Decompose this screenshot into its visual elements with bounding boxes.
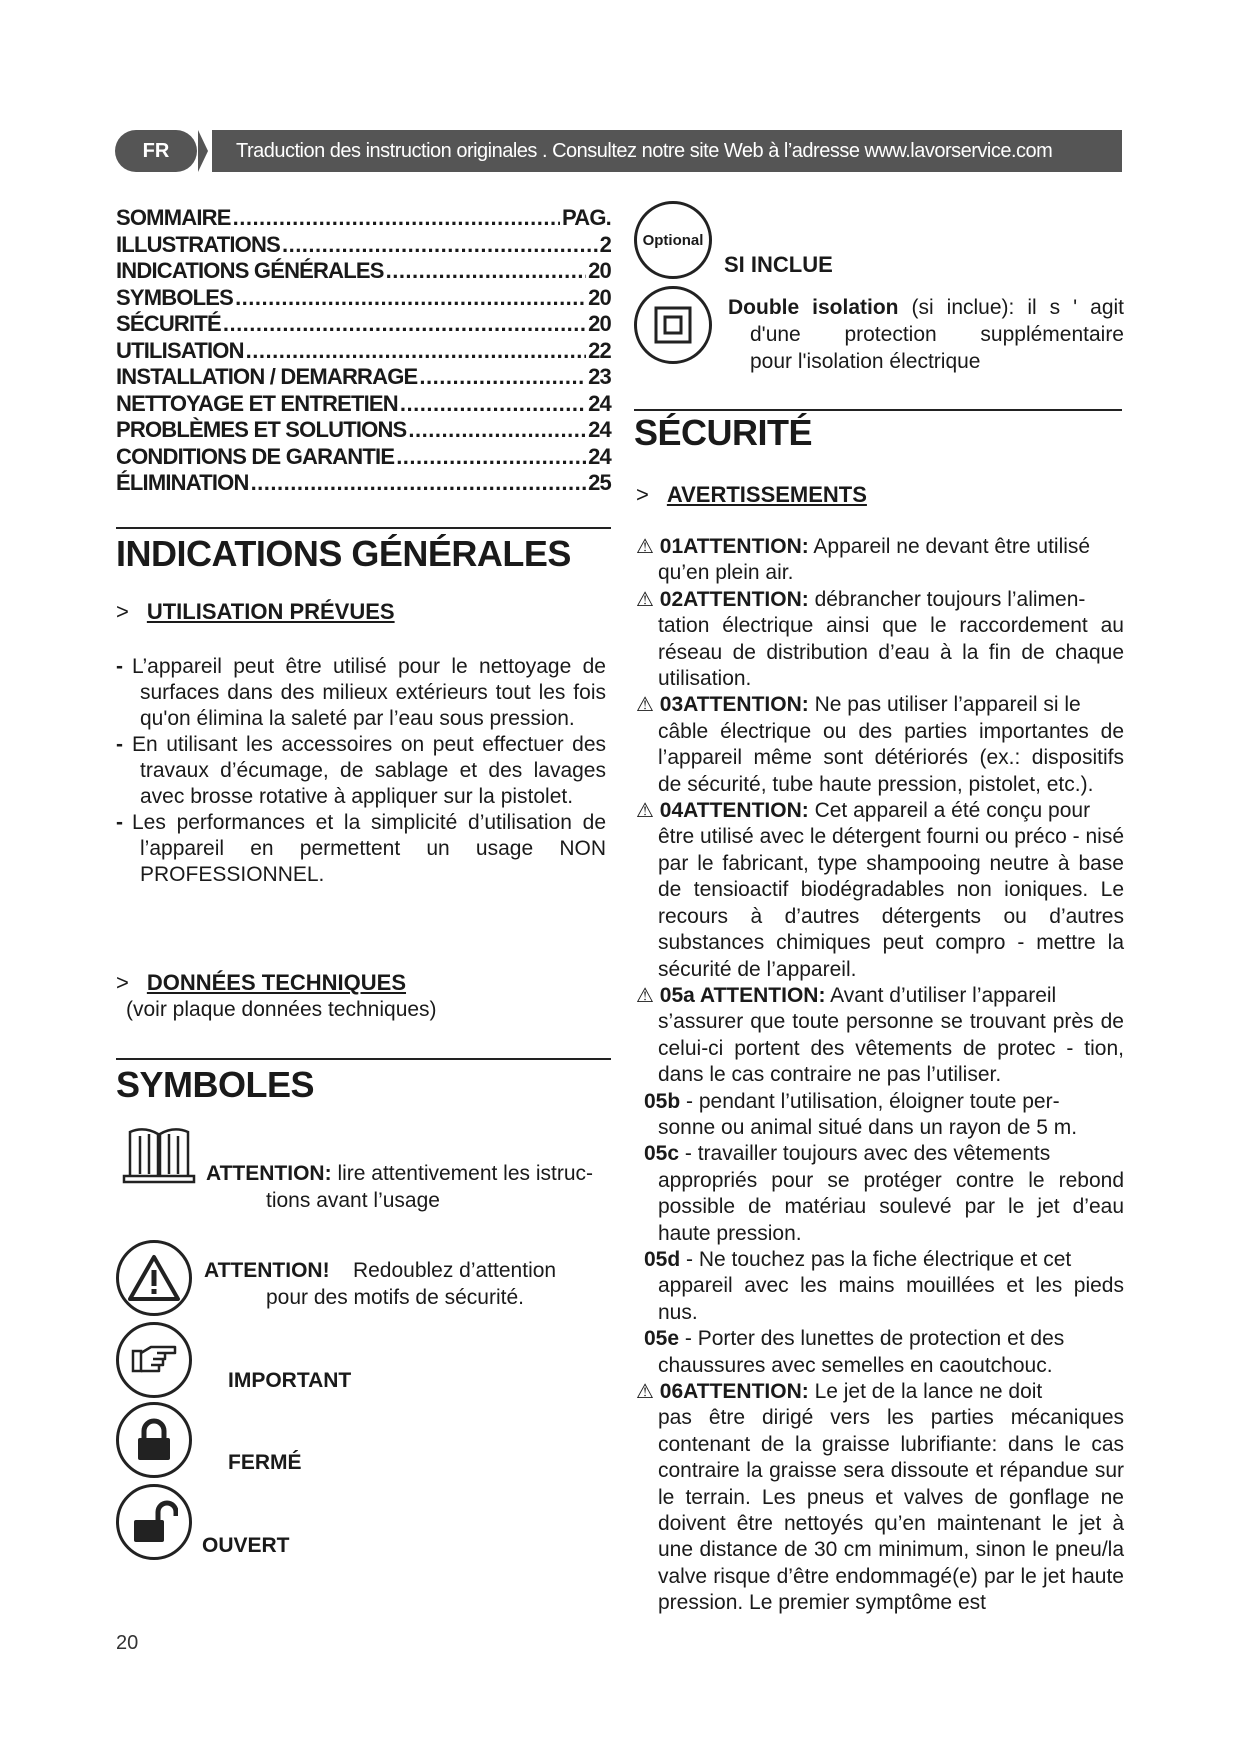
list-item-text: L’appareil peut être utilisé pour le nettoyage de surfaces dans des milieux extérieurs tout les fois qu'on élimina la saleté par l’eau sous pression. bbox=[132, 655, 606, 730]
warning-item bbox=[636, 534, 1124, 587]
warning-first-line bbox=[636, 1141, 1124, 1167]
toc-page: 2 bbox=[599, 231, 611, 257]
toc-label: SÉCURITÉ bbox=[116, 311, 221, 336]
warning-item bbox=[636, 1326, 1124, 1379]
toc-dot-leader bbox=[235, 285, 586, 312]
lock-open-icon bbox=[116, 1484, 192, 1560]
toc-dot-leader bbox=[282, 232, 598, 259]
warning-text: Appareil ne devant être utilisé bbox=[813, 535, 1091, 558]
warning-text: Ne pas utiliser l’appareil si le bbox=[814, 693, 1081, 717]
section-rule bbox=[634, 409, 1122, 411]
double-text-1: (si inclue): il s ' agit bbox=[911, 296, 1124, 319]
page-number: 20 bbox=[116, 1632, 139, 1654]
list-item bbox=[116, 654, 606, 732]
si-inclue-label: SI INCLUE bbox=[724, 252, 833, 277]
closed-label: FERMÉ bbox=[228, 1451, 302, 1474]
open-label: OUVERT bbox=[202, 1534, 290, 1557]
toc-label: INDICATIONS GÉNÉRALES bbox=[116, 258, 384, 283]
optional-icon bbox=[634, 201, 712, 279]
toc-page: 24 bbox=[588, 390, 611, 416]
list-dash: - bbox=[116, 655, 123, 678]
toc-row bbox=[116, 258, 611, 285]
warning-label: 05e bbox=[644, 1327, 680, 1351]
toc-page: 20 bbox=[588, 284, 611, 310]
toc-row bbox=[116, 311, 611, 338]
double-insulation-icon bbox=[634, 286, 712, 364]
toc-page: 22 bbox=[588, 337, 611, 363]
toc-dot-leader bbox=[223, 311, 586, 338]
warning-triangle-icon: ⚠ bbox=[636, 694, 654, 717]
warning-text: débrancher toujours l’alimen- bbox=[814, 587, 1086, 611]
warning-label: 05d bbox=[644, 1247, 681, 1271]
heading-marker: > bbox=[116, 970, 129, 995]
warning-continuation: être utilisé avec le détergent fourni ou préco - nisé par le fabricant, type shampooing neutre à base de tensioactif biodégradables non ioniques. Le recours à d’autres détergents ou d’autres substances chimiques peut compro - mettre la sécurité de l’appareil. bbox=[658, 825, 1124, 981]
toc-page: 20 bbox=[588, 311, 611, 336]
toc-row bbox=[116, 444, 611, 471]
warning-label: 04ATTENTION: bbox=[659, 799, 809, 823]
double-text-3: pour l'isolation électrique bbox=[750, 350, 981, 373]
warning-item bbox=[636, 983, 1124, 1089]
section-rule bbox=[116, 1058, 611, 1060]
table-of-contents bbox=[116, 205, 611, 497]
toc-label: PROBLÈMES ET SOLUTIONS bbox=[116, 417, 407, 442]
toc-label: SYMBOLES bbox=[116, 284, 234, 310]
toc-label: SOMMAIRE bbox=[116, 205, 231, 230]
toc-row bbox=[116, 232, 611, 259]
use-heading-text: UTILISATION PRÉVUES bbox=[146, 599, 395, 624]
warning-continuation: câble électrique ou des parties importantes de l’appareil même sont détériorés (ex.: dispositifs de sécurité, tube haute pression, pistolet, etc.). bbox=[658, 719, 1124, 796]
use-heading bbox=[116, 599, 395, 625]
open-book-icon bbox=[122, 1126, 196, 1184]
toc-label: NETTOYAGE ET ENTRETIEN bbox=[116, 390, 398, 416]
heading-marker: > bbox=[116, 599, 129, 624]
header-notch bbox=[198, 130, 208, 172]
warning-first-line bbox=[636, 983, 1124, 1009]
warnings-heading bbox=[636, 482, 867, 508]
warning-continuation: pas être dirigé vers les parties mécaniques contenant de la graisse lubrifiante: dans le cas contraire la graisse sera dissoute et répandue sur le terrain. Les pneus et valves de gonflage ne doivent être nettoyés qu’en maintenant le jet à une distance de 30 cm minimum, sinon le pneu/la valve risque d’être endommagé(e) par le jet haute pression. Le premier symptôme est bbox=[658, 1406, 1124, 1615]
toc-dot-leader bbox=[396, 444, 586, 471]
toc-label: CONDITIONS DE GARANTIE bbox=[116, 443, 395, 469]
toc-dot-leader bbox=[251, 470, 587, 497]
attention-symbol-text bbox=[204, 1257, 604, 1311]
warning-triangle-icon bbox=[116, 1240, 192, 1316]
double-text-2: d'une protection supplémentaire bbox=[750, 323, 1124, 346]
toc-label: ILLUSTRATIONS bbox=[116, 231, 280, 257]
warning-first-line bbox=[636, 587, 1124, 613]
warning-continuation: chaussures avec semelles en caoutchouc. bbox=[658, 1353, 1053, 1377]
lock-closed-icon bbox=[116, 1402, 192, 1478]
warning-text: Le jet de la lance ne doit bbox=[814, 1380, 1043, 1403]
list-item bbox=[116, 810, 606, 888]
toc-row bbox=[116, 205, 611, 232]
tech-heading bbox=[116, 970, 406, 996]
warning-triangle-icon: ⚠ bbox=[636, 588, 654, 611]
toc-dot-leader bbox=[400, 391, 586, 418]
warning-triangle-icon: ⚠ bbox=[636, 536, 654, 558]
optional-icon-text: Optional bbox=[642, 231, 704, 249]
warning-continuation: appropriés pour se protéger contre le rebond possible de matériau soulevé par le jet d’eau haute pression. bbox=[658, 1168, 1124, 1245]
warning-triangle-icon: ⚠ bbox=[636, 1381, 654, 1403]
attention-text-1: Redoublez d’attention bbox=[352, 1259, 557, 1282]
warning-item bbox=[636, 1379, 1124, 1617]
warning-text: - travailler toujours avec des vêtements bbox=[684, 1142, 1051, 1166]
toc-dot-leader bbox=[246, 338, 586, 365]
double-insulation-text bbox=[728, 294, 1124, 375]
toc-page: 25 bbox=[588, 470, 611, 495]
warning-item bbox=[636, 1089, 1124, 1142]
section-rule bbox=[116, 527, 611, 529]
warning-first-line bbox=[636, 692, 1124, 718]
warning-continuation: sonne ou animal situé dans un rayon de 5 m. bbox=[658, 1115, 1078, 1139]
warning-label: 01ATTENTION: bbox=[659, 535, 809, 558]
warning-first-line bbox=[636, 1247, 1124, 1273]
header-bar: Traduction des instruction originales . Consultez notre site Web à l’adresse www.lavorservice.com bbox=[212, 130, 1122, 172]
toc-row bbox=[116, 417, 611, 444]
toc-dot-leader bbox=[233, 205, 560, 232]
toc-row bbox=[116, 364, 611, 391]
list-item bbox=[116, 732, 606, 810]
manual-text-2: tions avant l’usage bbox=[266, 1189, 440, 1212]
language-badge: FR bbox=[115, 130, 197, 172]
toc-row bbox=[116, 391, 611, 418]
toc-row bbox=[116, 285, 611, 312]
toc-page: 24 bbox=[588, 443, 611, 469]
warning-text: - Ne touchez pas la fiche électrique et cet bbox=[686, 1247, 1072, 1271]
warning-item bbox=[636, 692, 1124, 798]
double-label: Double isolation bbox=[728, 296, 899, 319]
warning-item bbox=[636, 1141, 1124, 1247]
warning-label: 02ATTENTION: bbox=[659, 587, 809, 611]
toc-dot-leader bbox=[386, 258, 587, 285]
important-label: IMPORTANT bbox=[228, 1369, 352, 1392]
warning-label: 06ATTENTION: bbox=[659, 1380, 809, 1403]
warning-item bbox=[636, 798, 1124, 983]
attention-label: ATTENTION! bbox=[204, 1259, 330, 1282]
toc-page: 23 bbox=[588, 364, 611, 389]
warning-continuation: s’assurer que toute personne se trouvant près de celui-ci portent des vêtements de protec - tion, dans le cas contraire ne pas l’utiliser. bbox=[658, 1010, 1124, 1087]
manual-symbol-text bbox=[206, 1160, 606, 1214]
warning-first-line bbox=[636, 1326, 1124, 1352]
list-dash: - bbox=[116, 733, 123, 756]
symbols-title: SYMBOLES bbox=[116, 1064, 315, 1105]
toc-label: ÉLIMINATION bbox=[116, 470, 249, 495]
warning-text: - Porter des lunettes de protection et des bbox=[684, 1327, 1065, 1351]
warning-item bbox=[636, 587, 1124, 693]
toc-page: 20 bbox=[588, 258, 611, 283]
warning-text: Cet appareil a été conçu pour bbox=[814, 799, 1091, 823]
warning-continuation: tation électrique ainsi que le raccordement au réseau de distribution d’eau à la fin de chaque utilisation. bbox=[658, 614, 1124, 691]
list-item-text: Les performances et la simplicité d’utilisation de l’appareil en permettent un usage NON PROFESSIONNEL. bbox=[132, 811, 606, 886]
list-item-text: En utilisant les accessoires on peut effectuer des travaux d’écumage, de sablage et des lavages avec brosse rotative à appliquer sur la pistolet. bbox=[132, 733, 606, 808]
manual-text-1: lire attentivement les istruc- bbox=[337, 1162, 594, 1185]
toc-page: 24 bbox=[588, 417, 611, 442]
general-title: INDICATIONS GÉNÉRALES bbox=[116, 533, 571, 574]
toc-row bbox=[116, 470, 611, 497]
toc-page: PAG. bbox=[562, 205, 611, 230]
warning-first-line bbox=[636, 798, 1124, 824]
attention-text-2: pour des motifs de sécurité. bbox=[266, 1286, 524, 1309]
list-dash: - bbox=[116, 811, 123, 834]
use-list bbox=[116, 654, 606, 888]
tech-heading-text: DONNÉES TECHNIQUES bbox=[146, 970, 407, 995]
toc-label: INSTALLATION / DEMARRAGE bbox=[116, 364, 418, 389]
toc-row bbox=[116, 338, 611, 365]
warning-label: 05b bbox=[644, 1089, 681, 1113]
warnings-list bbox=[636, 534, 1124, 1617]
warning-label: 05c bbox=[644, 1142, 680, 1166]
toc-label: UTILISATION bbox=[116, 337, 244, 363]
toc-dot-leader bbox=[419, 364, 586, 391]
pointing-hand-icon bbox=[116, 1322, 192, 1398]
tech-note: (voir plaque données techniques) bbox=[126, 998, 437, 1021]
warning-continuation: appareil avec les mains mouillées et les pieds nus. bbox=[658, 1274, 1124, 1324]
heading-marker: > bbox=[636, 482, 649, 507]
warning-label: 05a ATTENTION: bbox=[659, 983, 826, 1007]
toc-dot-leader bbox=[408, 417, 586, 444]
safety-title: SÉCURITÉ bbox=[634, 412, 813, 453]
warning-continuation: qu’en plein air. bbox=[658, 561, 794, 585]
warning-item bbox=[636, 1247, 1124, 1326]
warnings-heading-text: AVERTISSEMENTS bbox=[666, 482, 867, 507]
warning-label: 03ATTENTION: bbox=[659, 693, 809, 717]
manual-label: ATTENTION: bbox=[206, 1162, 332, 1185]
warning-first-line bbox=[636, 1089, 1124, 1115]
warning-first-line bbox=[636, 534, 1124, 560]
warning-text: Avant d’utiliser l’appareil bbox=[830, 983, 1057, 1007]
warning-triangle-icon: ⚠ bbox=[636, 984, 654, 1007]
warning-first-line bbox=[636, 1379, 1124, 1405]
warning-triangle-icon: ⚠ bbox=[636, 800, 654, 823]
warning-text: - pendant l’utilisation, éloigner toute per- bbox=[686, 1089, 1060, 1113]
